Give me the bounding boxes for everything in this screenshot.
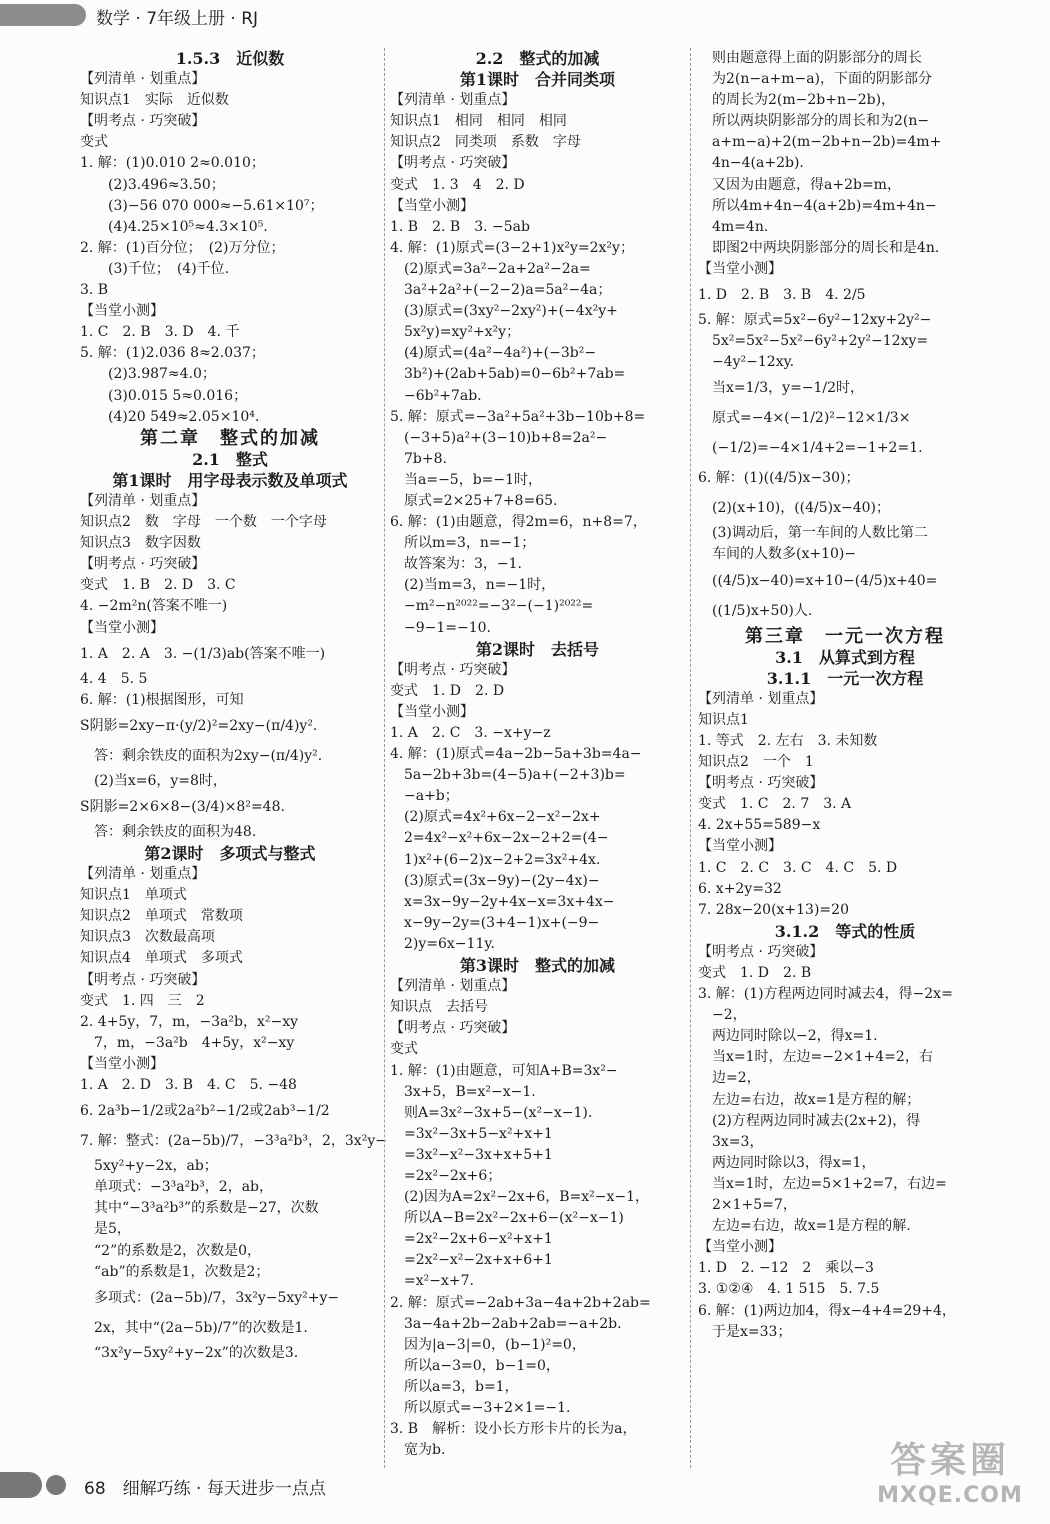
- answer-line: −6b²+7ab.: [390, 387, 482, 404]
- answer-line: 1. D 2. −12 2 乘以−3: [698, 1260, 874, 1277]
- answer-line: 知识点1: [698, 711, 749, 728]
- answer-line: 1. C 2. C 3. C 4. C 5. D: [698, 859, 898, 876]
- answer-line: (4)原式=(4a²−4a²)+(−3b²−: [390, 345, 597, 362]
- answer-line: 3x+5，B=x²−x−1.: [390, 1083, 536, 1100]
- answer-line: 则由题意得上面的阴影部分的周长: [698, 50, 922, 66]
- answer-line: 【当堂小测】: [698, 838, 782, 855]
- answer-line: 因为|a−3|=0，(b−1)²=0，: [390, 1336, 586, 1353]
- answer-line: =2x²−2x+6；: [390, 1167, 502, 1184]
- answer-line: ((4/5)x−40)=x+10−(4/5)x+40=: [698, 572, 938, 589]
- answer-line: 3. B: [80, 282, 109, 299]
- answer-line: 所以a−3=0，b−1=0，: [390, 1357, 560, 1374]
- answer-line: 3b²)+(2ab+5ab)=0−6b²+7ab=: [390, 366, 626, 383]
- answer-line: 为2(n−a+m−a)，下面的阴影部分: [698, 71, 933, 88]
- answer-line: 4n−4(a+2b).: [698, 155, 804, 172]
- answer-line: 变式 1. D 2. D: [390, 682, 505, 699]
- answer-line: 【当堂小测】: [390, 197, 474, 214]
- answer-line: (3)原式=(3xy²−2xy²)+(−4x²y+: [390, 303, 618, 320]
- answer-line: −2，: [698, 1007, 747, 1024]
- answer-line: 5a−2b+3b=(4−5)a+(−2+3)b=: [390, 767, 626, 784]
- answer-line: 于是x=33；: [698, 1323, 792, 1340]
- answer-line: 3a−4a+2b−2ab+2ab=−a+2b.: [390, 1315, 622, 1332]
- answer-line: 答：剩余铁皮的面积为2xy−(π/4)y².: [80, 747, 323, 764]
- answer-line: =3x²−x²−3x+x+5+1: [390, 1146, 553, 1163]
- watermark-url: MXQE.COM: [877, 1483, 1023, 1508]
- answer-line: “ab”的系数是1，次数是2；: [80, 1263, 270, 1280]
- answer-line: 知识点4 单项式 多项式: [80, 950, 243, 967]
- site-watermark: [860, 1432, 1040, 1516]
- footer-bar-decoration: [0, 1472, 42, 1498]
- answer-line: 答：剩余铁皮的面积为48.: [80, 823, 257, 840]
- answer-line: 知识点3 次数最高项: [80, 929, 215, 946]
- answer-line: (4)20 549≈2.05×10⁴.: [80, 408, 260, 425]
- answer-line: 4. −2m²n(答案不唯一): [80, 598, 228, 615]
- answer-line: 2. 解：原式=−2ab+3a−4a+2b+2ab=: [390, 1294, 651, 1311]
- answer-line: 【当堂小测】: [698, 260, 782, 277]
- answer-line: 【列清单 · 划重点】: [80, 866, 206, 883]
- answer-line: (3)−56 070 000≈−5.61×10⁷；: [80, 197, 324, 214]
- answer-line: 【列清单 · 划重点】: [390, 978, 516, 995]
- answer-line: (2)当m=3，n=−1时，: [390, 577, 556, 594]
- answer-line: 【当堂小测】: [390, 703, 474, 720]
- answer-line: 2×1+5=7，: [698, 1197, 797, 1214]
- answer-line: 当x=1/3，y=−1/2时，: [698, 380, 865, 397]
- answer-line: 变式 1. 3 4 2. D: [390, 176, 525, 193]
- answer-line: 当x=1时，左边=5×1+2=7，右边=: [698, 1175, 947, 1192]
- answer-line: 知识点2 单项式 常数项: [80, 908, 243, 925]
- answer-line: 7b+8.: [390, 450, 447, 467]
- answer-line: (−1/2)=−4×1/4+2=−1+2=1.: [698, 440, 923, 457]
- answer-line: 左边=右边，故x=1是方程的解；: [698, 1091, 921, 1108]
- answer-line: 3x=3，: [698, 1133, 764, 1150]
- answer-line: 2x，其中“(2a−5b)/7”的次数是1.: [80, 1319, 308, 1336]
- answer-line: 1. D 2. B 3. B 4. 2/5: [698, 287, 866, 304]
- answer-line: 知识点2 一个 1: [698, 754, 814, 771]
- answer-line: −9−1=−10.: [390, 619, 492, 636]
- answer-line: 【当堂小测】: [80, 303, 164, 320]
- answer-line: 1. A 2. D 3. B 4. C 5. −48: [80, 1077, 297, 1094]
- answer-line: 所以m=3，n=−1；: [390, 535, 536, 552]
- answer-line: (3)原式=(3x−9y)−(2y−4x)−: [390, 872, 600, 889]
- section-heading: 3.1.2 等式的性质: [774, 921, 916, 941]
- answer-line: 3. 解：(1)方程两边同时减去4，得−2x=: [698, 986, 953, 1003]
- answer-line: 变式 1. D 2. B: [698, 965, 812, 981]
- answer-line: 【明考点 · 巧突破】: [390, 661, 516, 678]
- answer-line: ((1/5)x+50)人.: [698, 602, 813, 619]
- page-number: 68: [84, 1479, 106, 1499]
- answer-line: (2)3.987≈4.0；: [80, 366, 216, 383]
- section-heading: 第1课时 用字母表示数及单项式: [112, 470, 348, 490]
- answer-line: 1)x²+(6−2)x−2+2=3x²+4x.: [390, 851, 601, 868]
- answer-line: 5x²y)=xy²+x²y；: [390, 324, 521, 341]
- answer-line: 6. 解：(1)((4/5)x−30)；: [698, 470, 860, 487]
- answer-column-middle: [390, 48, 685, 1461]
- answer-line: (2)3.496≈3.50；: [80, 176, 225, 193]
- answer-column-right: [698, 48, 992, 1343]
- section-heading: 2.1 整式: [192, 449, 268, 469]
- answer-line: “3x²y−5xy²+y−2x”的次数是3.: [80, 1344, 299, 1361]
- page-header-title: 数学 · 7年级上册 · RJ: [96, 9, 259, 29]
- answer-line: 宽为b.: [390, 1442, 446, 1459]
- answer-line: (2)方程两边同时减去(2x+2)，得: [698, 1112, 921, 1129]
- answer-line: 4m=4n.: [698, 218, 769, 235]
- footer-dot-decoration: [46, 1475, 66, 1495]
- answer-line: 【明考点 · 巧突破】: [80, 113, 206, 130]
- section-heading: 第2课时 多项式与整式: [144, 844, 316, 863]
- answer-line: =3x²−3x+5−x²+x+1: [390, 1125, 553, 1142]
- answer-line: (−3+5)a²+(3−10)b+8=2a²−: [390, 429, 608, 446]
- answer-line: 1. 解：(1)由题意，可知A+B=3x²−: [390, 1062, 618, 1079]
- answer-line: (4)4.25×10⁵≈4.3×10⁵.: [80, 218, 268, 235]
- answer-line: 是5，: [80, 1221, 131, 1238]
- answer-line: 【列清单 · 划重点】: [80, 71, 206, 88]
- answer-line: 5. 解：原式=−3a²+5a²+3b−10b+8=: [390, 408, 646, 425]
- answer-line: S阴影=2xy−π·(y/2)²=2xy−(π/4)y².: [80, 717, 318, 734]
- answer-line: 4. 2x+55=589−x: [698, 817, 821, 834]
- answer-line: 3. B 解析：设小长方形卡片的长为a，: [390, 1421, 637, 1438]
- answer-line: =2x²−x²−2x+x+6+1: [390, 1252, 553, 1269]
- answer-line: 知识点1 实际 近似数: [80, 92, 229, 109]
- answer-line: 【明考点 · 巧突破】: [698, 943, 824, 960]
- answer-line: 5x²=5x²−5x²−6y²+2y²−12xy=: [698, 333, 929, 350]
- answer-line: 【明考点 · 巧突破】: [80, 556, 206, 573]
- answer-line: (3)0.015 5≈0.016；: [80, 387, 248, 404]
- answer-line: S阴影=2×6×8−(3/4)×8²=48.: [80, 798, 285, 815]
- answer-line: =x²−x+7.: [390, 1273, 474, 1290]
- answer-line: 4. 解：(1)原式=(3−2+1)x²y=2x²y；: [390, 239, 634, 256]
- answer-line: 【列清单 · 划重点】: [390, 92, 516, 109]
- answer-line: 2. 4+5y，7，m，−3a²b，x²−xy: [80, 1013, 299, 1030]
- answer-line: (2)(x+10)，((4/5)x−40)；: [698, 500, 891, 517]
- answer-line: 车间的人数多(x+10)−: [698, 546, 857, 563]
- answer-line: 当a=−5，b=−1时，: [390, 471, 543, 488]
- header-tab-decoration: [0, 4, 86, 26]
- answer-line: 的周长为2(m−2b+n−2b)，: [698, 92, 896, 109]
- answer-line: 多项式：(2a−5b)/7，3x²y−5xy²+y−: [80, 1289, 340, 1306]
- column-divider: [384, 48, 385, 1468]
- column-divider: [690, 48, 691, 1468]
- answer-line: 所以原式=−3+2×1=−1.: [390, 1400, 571, 1416]
- answer-line: 【当堂小测】: [80, 619, 164, 636]
- answer-line: 原式=−4×(−1/2)²−12×1/3×: [698, 410, 911, 427]
- answer-line: 知识点2 同类项 系数 字母: [390, 134, 581, 151]
- answer-column-left: [80, 48, 387, 1364]
- section-heading: 第3课时 整式的加减: [459, 956, 616, 976]
- answer-line: =2x²−2x+6−x²+x+1: [390, 1231, 553, 1248]
- answer-line: 即图2中两块阴影部分的周长和是4n.: [698, 239, 940, 256]
- answer-line: 5. 解：原式=5x²−6y²−12xy+2y²−: [698, 312, 932, 329]
- answer-line: 3a²+2a²+(−2−2)a=5a²−4a；: [390, 282, 612, 299]
- answer-line: 单项式：−3³a²b³，2，ab，: [80, 1179, 273, 1196]
- answer-line: 所以A−B=2x²−2x+6−(x²−x−1): [390, 1210, 624, 1227]
- answer-line: 当x=1时，左边=−2×1+4=2，右: [698, 1049, 933, 1066]
- answer-line: 2)y=6x−11y.: [390, 935, 495, 952]
- answer-line: 1. A 2. C 3. −x+y−z: [390, 725, 551, 741]
- answer-line: 6. 解：(1)根据图形，可知: [80, 691, 244, 708]
- answer-line: 3. ①②④ 4. 1 515 5. 7.5: [698, 1281, 880, 1298]
- answer-line: 所以两块阴影部分的周长和为2(n−: [698, 113, 930, 130]
- answer-line: 原式=2×25+7+8=65.: [390, 492, 558, 509]
- answer-line: 【当堂小测】: [698, 1239, 782, 1256]
- series-slogan: 细解巧练 · 每天进步一点点: [122, 1479, 326, 1499]
- answer-line: 所以4m+4n−4(a+2b)=4m+4n−: [698, 197, 937, 214]
- answer-line: 【明考点 · 巧突破】: [390, 1020, 516, 1037]
- answer-line: 【当堂小测】: [80, 1055, 164, 1072]
- answer-line: (3)调动后，第一车间的人数比第二: [698, 525, 928, 542]
- answer-line: a+m−a)+2(m−2b+n−2b)=4m+: [698, 134, 942, 151]
- answer-line: 变式 1. 四 三 2: [80, 992, 205, 1009]
- answer-line: −a+b；: [390, 788, 459, 805]
- page-footer: [84, 1474, 326, 1499]
- answer-line: (2)因为A=2x²−2x+6，B=x²−x−1，: [390, 1189, 650, 1206]
- answer-line: 变式 1. C 2. 7 3. A: [698, 796, 852, 813]
- answer-line: x−9y−2y=(3+4−1)x+(−9−: [390, 914, 600, 931]
- answer-line: 其中“−3³a²b³”的系数是−27，次数: [80, 1200, 319, 1217]
- answer-line: 4. 4 5. 5: [80, 670, 148, 687]
- answer-line: 6. 2a³b−1/2或2a²b²−1/2或2ab³−1/2: [80, 1103, 330, 1120]
- answer-line: 【明考点 · 巧突破】: [390, 155, 516, 172]
- answer-line: 5xy²+y−2x，ab；: [80, 1158, 218, 1175]
- answer-line: 6. 解：(1)两边加4，得x−4+4=29+4，: [698, 1302, 956, 1319]
- answer-line: (2)原式=4x²+6x−2−x²−2x+: [390, 809, 601, 826]
- answer-line: 又因为由题意，得a+2b=m，: [698, 176, 901, 193]
- watermark-logo: 答案圈: [889, 1440, 1010, 1481]
- section-heading: 第三章 一元一次方程: [745, 625, 945, 647]
- section-heading: 1.5.3 近似数: [175, 49, 285, 68]
- answer-line: 所以a=3，b=1，: [390, 1378, 519, 1395]
- answer-line: 边=2，: [698, 1070, 761, 1087]
- answer-line: 【列清单 · 划重点】: [698, 690, 824, 707]
- answer-line: 7. 28x−20(x+13)=20: [698, 901, 849, 918]
- section-heading: 第二章 整式的加减: [140, 427, 320, 449]
- answer-line: 1. A 2. A 3. −(1/3)ab(答案不唯一): [80, 645, 326, 662]
- answer-line: 知识点1 单项式: [80, 887, 187, 904]
- answer-line: 1. 等式 2. 左右 3. 未知数: [698, 732, 878, 749]
- answer-line: (2)原式=3a²−2a+2a²−2a=: [390, 260, 591, 277]
- answer-line: 【明考点 · 巧突破】: [80, 971, 206, 988]
- answer-line: 【明考点 · 巧突破】: [698, 775, 824, 792]
- answer-line: 6. 解：(1)由题意，得2m=6，n+8=7，: [390, 514, 647, 531]
- answer-line: 1. 解：(1)0.010 2≈0.010；: [80, 155, 265, 172]
- answer-line: 知识点 去括号: [390, 999, 488, 1016]
- section-heading: 第2课时 去括号: [475, 639, 600, 659]
- answer-line: (3)千位； (4)千位.: [80, 260, 230, 277]
- answer-line: 知识点1 相同 相同 相同: [390, 113, 567, 130]
- answer-line: −4y²−12xy.: [698, 354, 795, 371]
- answer-line: 两边同时除以−2，得x=1.: [698, 1028, 878, 1045]
- section-heading: 3.1.1 一元一次方程: [766, 668, 924, 688]
- answer-line: 则A=3x²−3x+5−(x²−x−1).: [390, 1104, 593, 1121]
- answer-line: 7. 解：整式：(2a−5b)/7，−3³a²b³，2，3x²y−: [80, 1133, 387, 1150]
- answer-line: 变式: [80, 134, 108, 151]
- answer-line: 左边=右边，故x=1是方程的解.: [698, 1218, 911, 1235]
- answer-line: 两边同时除以3，得x=1，: [698, 1154, 876, 1171]
- answer-line: 变式: [390, 1041, 418, 1058]
- answer-line: 6. x+2y=32: [698, 880, 782, 897]
- answer-line: “2”的系数是2，次数是0，: [80, 1242, 262, 1259]
- answer-line: 2=4x²−x²+6x−2x−2+2=(4−: [390, 830, 609, 847]
- section-heading: 第1课时 合并同类项: [459, 70, 616, 90]
- answer-line: x=3x−9y−2y+4x−x=3x+4x−: [390, 893, 615, 910]
- answer-line: 知识点2 数 字母 一个数 一个字母: [80, 514, 327, 531]
- section-heading: 2.2 整式的加减: [475, 49, 600, 68]
- answer-line: 变式 1. B 2. D 3. C: [80, 577, 236, 594]
- answer-line: 4. 解：(1)原式=4a−2b−5a+3b=4a−: [390, 746, 642, 763]
- answer-line: 【列清单 · 划重点】: [80, 492, 206, 509]
- answer-line: 7，m，−3a²b 4+5y，x²−xy: [80, 1034, 295, 1051]
- answer-line: 1. C 2. B 3. D 4. 千: [80, 324, 240, 341]
- section-heading: 3.1 从算式到方程: [775, 647, 915, 667]
- answer-line: 知识点3 数字因数: [80, 535, 201, 552]
- answer-line: 故答案为：3，−1.: [390, 556, 522, 573]
- answer-line: 1. B 2. B 3. −5ab: [390, 218, 530, 235]
- answer-line: 2. 解：(1)百分位； (2)万分位；: [80, 239, 285, 256]
- answer-line: 5. 解：(1)2.036 8≈2.037；: [80, 345, 265, 362]
- answer-line: −m²−n²⁰²²=−3²−(−1)²⁰²²=: [390, 598, 594, 615]
- answer-line: (2)当x=6，y=8时，: [80, 772, 227, 789]
